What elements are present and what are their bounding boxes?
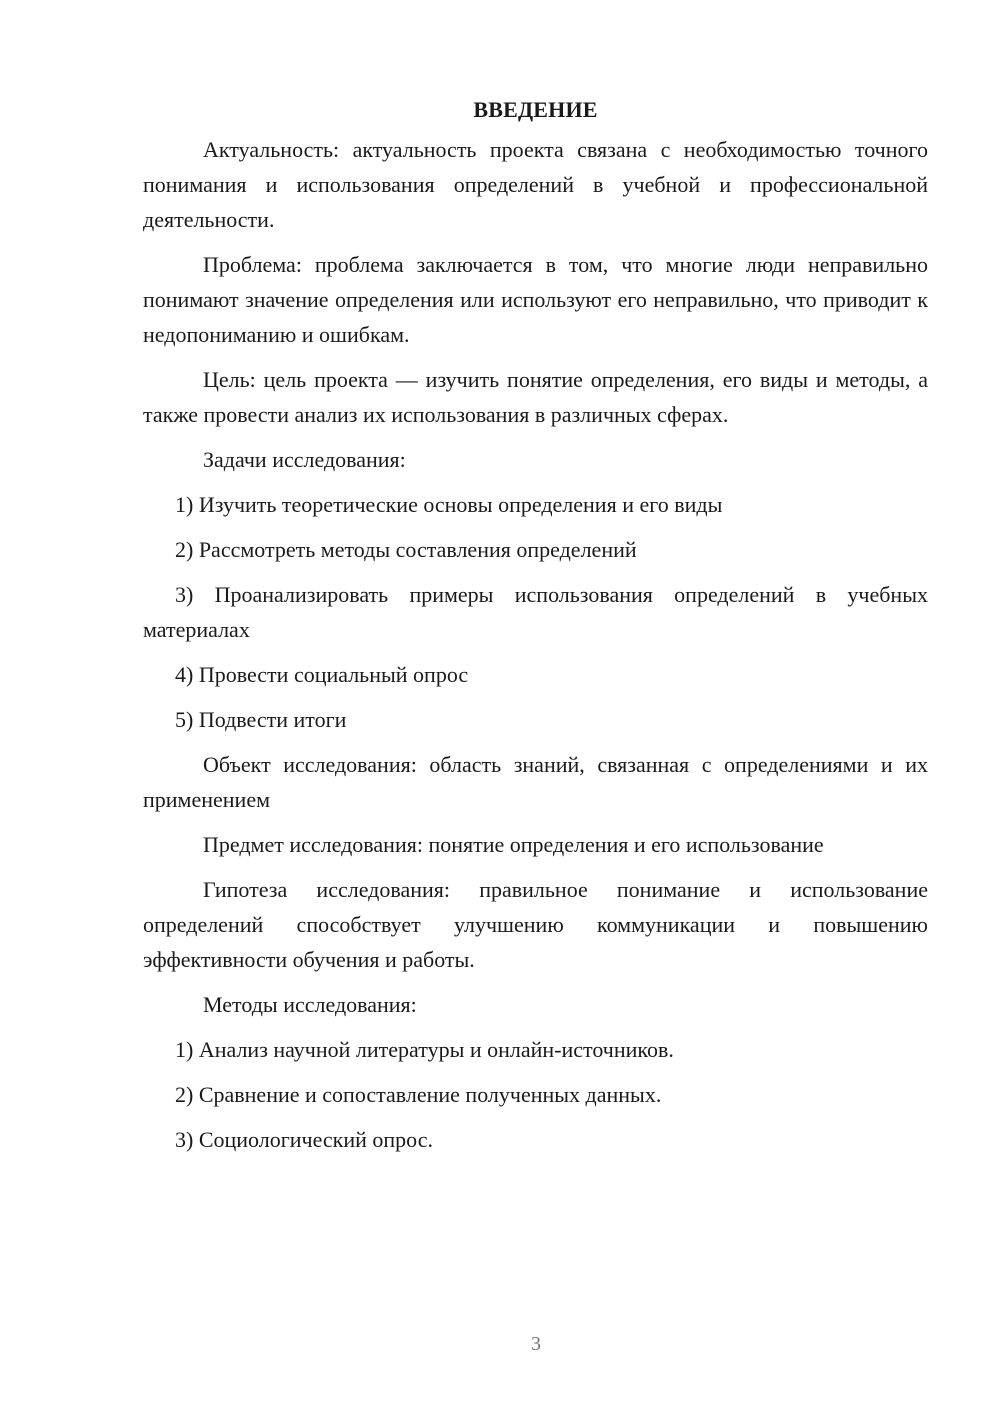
page-number: 3: [531, 1333, 541, 1355]
subject-paragraph: Предмет исследования: понятие определения и его использование: [203, 832, 824, 857]
task-item: 1) Изучить теоретические основы определения и его виды: [175, 492, 723, 517]
method-item: 3) Социологический опрос.: [175, 1127, 433, 1152]
goal-paragraph: Цель: цель проекта — изучить понятие определения, его виды и методы, а также провести анализ их использования в различных сферах.: [143, 367, 928, 427]
task-item: 5) Подвести итоги: [175, 707, 347, 732]
tasks-title: Задачи исследования:: [203, 447, 406, 472]
hypothesis-paragraph: Гипотеза исследования: правильное понимание и использование определений способствует улучшению коммуникации и повышению эффективности обучения и работы.: [143, 877, 928, 972]
task-item: 2) Рассмотреть методы составления определений: [175, 537, 637, 562]
method-item: 2) Сравнение и сопоставление полученных данных.: [175, 1082, 662, 1107]
methods-title: Методы исследования:: [203, 992, 417, 1017]
section-heading: ВВЕДЕНИЕ: [473, 97, 598, 122]
task-item: 3) Проанализировать примеры использования определений в учебных материалах: [143, 582, 928, 642]
relevance-paragraph: Актуальность: актуальность проекта связана с необходимостью точного понимания и использования определений в учебной и профессиональной деятельности.: [143, 137, 928, 232]
method-item: 1) Анализ научной литературы и онлайн-источников.: [175, 1037, 674, 1062]
document-page: [143, 90, 928, 1167]
task-item: 4) Провести социальный опрос: [175, 662, 469, 687]
problem-paragraph: Проблема: проблема заключается в том, что многие люди неправильно понимают значение определения или используют его неправильно, что приводит к недопониманию и ошибкам.: [143, 252, 928, 347]
object-paragraph: Объект исследования: область знаний, связанная с определениями и их применением: [143, 752, 928, 812]
